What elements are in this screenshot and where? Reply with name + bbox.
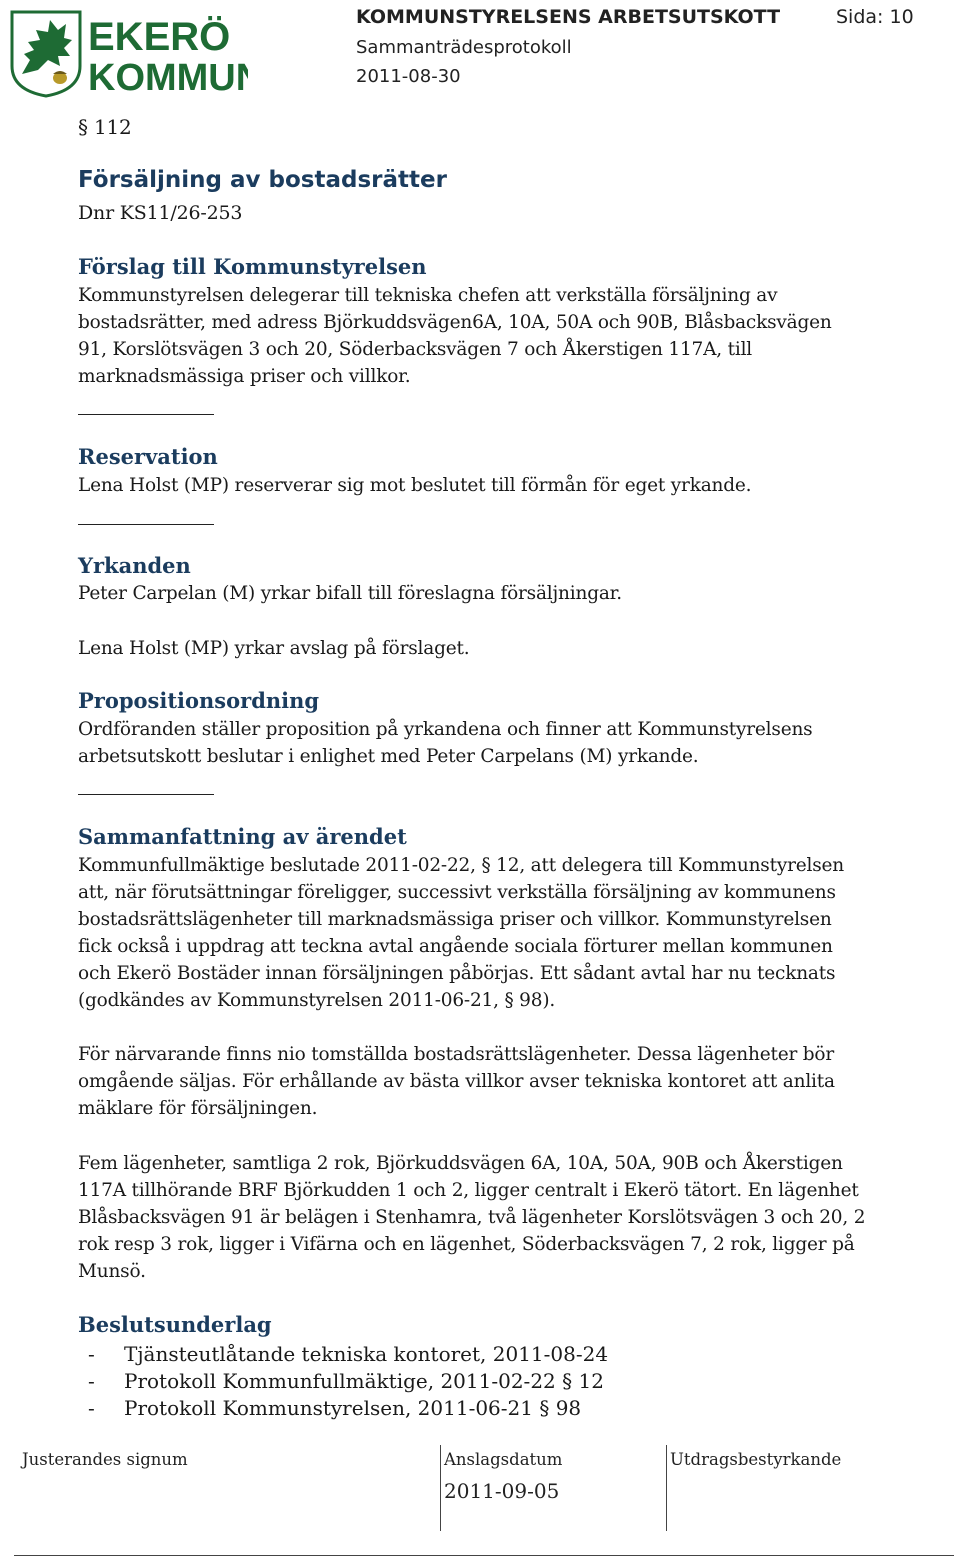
text-line: omgående säljas. För erhållande av bästa villkor avser tekniska kontoret att anlita [78,1071,835,1092]
footer-divider [666,1445,667,1531]
diary-number: Dnr KS11/26-253 [78,202,243,224]
text-line: rok resp 3 rok, ligger i Vifärna och en lägenhet, Söderbacksvägen 7, 2 rok, ligger på [78,1234,855,1255]
list-item: - Protokoll Kommunfullmäktige, 2011-02-22 § 12 [88,1369,604,1393]
divider [78,794,214,795]
summary-paragraph-2 [78,1041,835,1122]
text-line: marknadsmässiga priser och villkor. [78,366,411,387]
text-line: fick också i uppdrag att teckna avtal angående sociala förturer mellan kommunen [78,936,833,957]
list-item: - Protokoll Kommunstyrelsen, 2011-06-21 § 98 [88,1396,582,1420]
reservation-text: Lena Holst (MP) reserverar sig mot beslutet till förmån för eget yrkande. [78,475,752,496]
text-line: Ordföranden ställer proposition på yrkandena och finner att Kommunstyrelsens [78,719,813,740]
footer-bottom-rule [14,1555,954,1556]
text-line: 91, Korslötsvägen 3 och 20, Söderbacksvägen 7 och Åkerstigen 117A, till [78,339,753,360]
text-line: 117A tillhörande BRF Björkudden 1 och 2, ligger centralt i Ekerö tätort. En lägenhet [78,1180,859,1201]
text-line: Kommunstyrelsen delegerar till tekniska chefen att verkställa försäljning av [78,285,778,306]
list-item: - Tjänsteutlåtande tekniska kontoret, 2011-08-24 [88,1342,609,1366]
claim-text: Peter Carpelan (M) yrkar bifall till föreslagna försäljningar. [78,583,622,604]
proposal-heading: Förslag till Kommunstyrelsen [78,254,427,279]
text-line: Fem lägenheter, samtliga 2 rok, Björkuddsvägen 6A, 10A, 50A, 90B och Åkerstigen [78,1153,843,1174]
text-line: Blåsbacksvägen 91 är belägen i Stenhamra, två lägenheter Korslötsvägen 3 och 20, 2 [78,1207,866,1228]
basis-heading: Beslutsunderlag [78,1312,272,1337]
text-line: bostadsrätter, med adress Björkuddsvägen6A, 10A, 50A och 90B, Blåsbacksvägen [78,312,832,333]
footer-extract-label: Utdragsbestyrkande [670,1450,842,1469]
footer-posted-label: Anslagsdatum [444,1450,563,1469]
divider [78,524,214,525]
summary-paragraph-1 [78,852,844,1014]
text-line: Munsö. [78,1261,146,1282]
page-title: Försäljning av bostadsrätter [78,167,447,193]
logo-text-kommun: KOMMUN [88,57,248,98]
text-line: och Ekerö Bostäder innan försäljningen påbörjas. Ett sådant avtal har nu tecknats [78,963,836,984]
text-line: För närvarande finns nio tomställda bostadsrättslägenheter. Dessa lägenheter bör [78,1044,834,1065]
document-type: Sammanträdesprotokoll [356,37,572,58]
meeting-date: 2011-08-30 [356,66,461,87]
footer-posted-date: 2011-09-05 [444,1479,560,1503]
text-line: arbetsutskott beslutar i enlighet med Peter Carpelans (M) yrkande. [78,746,699,767]
proposition-heading: Propositionsordning [78,688,320,713]
divider [78,414,214,415]
footer-signature-label: Justerandes signum [22,1450,188,1469]
list-item-text: Tjänsteutlåtande tekniska kontoret, 2011-08-24 [124,1342,609,1366]
reservation-heading: Reservation [78,444,218,469]
oak-leaf-shield-icon [8,8,248,98]
list-item-text: Protokoll Kommunfullmäktige, 2011-02-22 § 12 [124,1369,604,1393]
list-item-text: Protokoll Kommunstyrelsen, 2011-06-21 § 98 [124,1396,582,1420]
section-number: § 112 [78,115,132,139]
text-line: bostadsrättslägenheter till marknadsmässiga priser och villkor. Kommunstyrelsen [78,909,832,930]
summary-heading: Sammanfattning av ärendet [78,824,407,849]
claims-heading: Yrkanden [78,553,191,578]
text-line: (godkändes av Kommunstyrelsen 2011-06-21, § 98). [78,990,556,1011]
claim-text: Lena Holst (MP) yrkar avslag på förslaget. [78,638,470,659]
ekero-kommun-logo [8,8,248,98]
proposal-text [78,282,832,390]
basis-list [88,1341,608,1422]
text-line: Kommunfullmäktige beslutade 2011-02-22, § 12, att delegera till Kommunstyrelsen [78,855,844,876]
page-number: Sida: 10 [836,6,914,28]
summary-paragraph-3 [78,1150,865,1285]
text-line: att, när förutsättningar föreligger, successivt verkställa försäljning av kommunens [78,882,836,903]
committee-name: KOMMUNSTYRELSENS ARBETSUTSKOTT [356,6,781,28]
logo-text-ekero: EKERÖ [88,15,231,59]
text-line: mäklare för försäljningen. [78,1098,318,1119]
footer-divider [440,1445,441,1531]
proposition-text [78,716,812,770]
